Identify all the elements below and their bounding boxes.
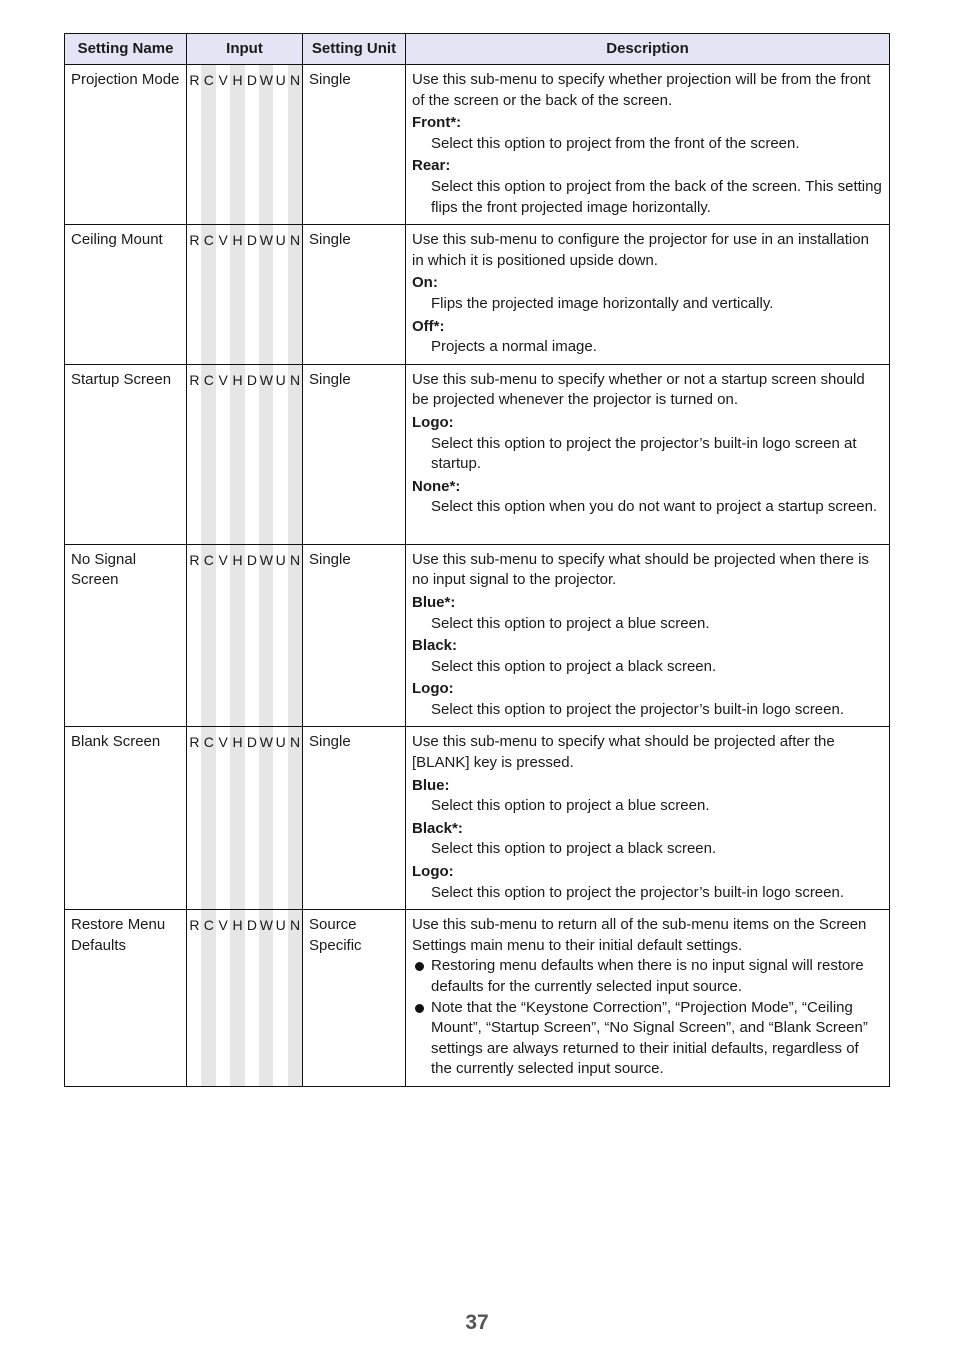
option-label: None*: <box>412 477 461 495</box>
header-description: Description <box>406 34 890 65</box>
input-letter: N <box>288 225 302 364</box>
input-cell <box>187 225 303 365</box>
input-letter: D <box>245 727 259 909</box>
input-letter: V <box>216 225 230 364</box>
description-intro: Use this sub-menu to return all of the sub-menu items on the Screen Settings main menu to their initial default settings. <box>412 916 867 954</box>
setting-unit-cell: Source Specific <box>303 910 406 1087</box>
input-letter: C <box>201 65 215 224</box>
input-letter: V <box>216 727 230 909</box>
input-letter: D <box>245 365 259 544</box>
setting-unit-cell: Single <box>303 65 406 225</box>
input-letter: C <box>201 545 215 727</box>
option-label: Blue*: <box>412 593 456 611</box>
input-letter: V <box>216 545 230 727</box>
setting-name-cell: Blank Screen <box>65 727 187 910</box>
setting-unit-cell: Single <box>303 544 406 727</box>
option-label: Front*: <box>412 114 462 132</box>
input-letter: C <box>201 727 215 909</box>
input-letter: D <box>245 545 259 727</box>
option-description: Select this option to project from the front of the screen. <box>431 134 800 152</box>
input-letter: W <box>259 65 273 224</box>
input-letter: U <box>273 727 287 909</box>
input-letter-columns <box>187 545 302 727</box>
input-letter: R <box>187 365 201 544</box>
option-description: Select this option to project a blue screen. <box>431 614 710 632</box>
input-letter: V <box>216 65 230 224</box>
input-letter: R <box>187 65 201 224</box>
input-letter: W <box>259 545 273 727</box>
input-letter: N <box>288 365 302 544</box>
option-label: On: <box>412 274 438 292</box>
option-description: Select this option when you do not want to project a startup screen. <box>431 498 878 516</box>
description-intro: Use this sub-menu to specify what should be projected after the [BLANK] key is pressed. <box>412 733 835 772</box>
input-letter: R <box>187 545 201 727</box>
description-intro: Use this sub-menu to specify whether projection will be from the front of the screen or the back of the screen. <box>412 71 871 109</box>
option-label: Logo: <box>412 413 454 431</box>
option-description: Select this option to project the projector’s built-in logo screen. <box>431 883 845 901</box>
input-letter: R <box>187 225 201 364</box>
table-header-row <box>65 34 890 65</box>
setting-name-cell: Projection Mode <box>65 65 187 225</box>
setting-unit-cell: Single <box>303 727 406 910</box>
setting-name-cell: Ceiling Mount <box>65 225 187 365</box>
input-letter-columns <box>187 225 302 364</box>
input-cell <box>187 364 303 544</box>
input-letter: D <box>245 65 259 224</box>
input-letter: R <box>187 910 201 1086</box>
option-description: Select this option to project from the back of the screen. This setting flips the front projected image horizontally. <box>431 177 882 216</box>
option-label: Black*: <box>412 819 463 837</box>
option-label: Logo: <box>412 680 454 698</box>
setting-unit-cell: Single <box>303 364 406 544</box>
option-description: Select this option to project a blue screen. <box>431 797 710 815</box>
input-letter: W <box>259 910 273 1086</box>
option-description: Select this option to project the projector’s built-in logo screen. <box>431 700 845 718</box>
input-letter: U <box>273 365 287 544</box>
input-letter: N <box>288 910 302 1086</box>
settings-table <box>64 33 890 1087</box>
input-letter: C <box>201 910 215 1086</box>
description-cell <box>406 727 890 910</box>
option-description: Projects a normal image. <box>431 338 597 356</box>
option-label: Black: <box>412 637 458 655</box>
setting-unit-cell: Single <box>303 225 406 365</box>
table-row <box>65 544 890 727</box>
input-letter: C <box>201 365 215 544</box>
input-letter: D <box>245 910 259 1086</box>
input-letter-columns <box>187 727 302 909</box>
table-row <box>65 727 890 910</box>
input-letter: H <box>230 365 244 544</box>
input-letter: V <box>216 910 230 1086</box>
description-cell <box>406 65 890 225</box>
input-letter: H <box>230 727 244 909</box>
input-letter: U <box>273 910 287 1086</box>
input-letter: W <box>259 225 273 364</box>
option-description: Select this option to project a black screen. <box>431 657 717 675</box>
option-label: Blue: <box>412 776 450 794</box>
input-letter: N <box>288 727 302 909</box>
table-row <box>65 225 890 365</box>
header-input: Input <box>187 34 303 65</box>
description-intro: Use this sub-menu to specify what should be projected when there is no input signal to the projector. <box>412 550 869 589</box>
table-body <box>65 65 890 1087</box>
header-setting-unit: Setting Unit <box>303 34 406 65</box>
input-cell <box>187 910 303 1087</box>
header-setting-name: Setting Name <box>65 34 187 65</box>
bullet-item: Restoring menu defaults when there is no input signal will restore defaults for the currently selected input source. <box>412 956 883 997</box>
input-letter: H <box>230 225 244 364</box>
description-cell <box>406 225 890 365</box>
input-letter: D <box>245 225 259 364</box>
description-cell <box>406 364 890 544</box>
input-letter: R <box>187 727 201 909</box>
input-letter: H <box>230 65 244 224</box>
input-letter: N <box>288 65 302 224</box>
input-cell <box>187 727 303 910</box>
page-number: 37 <box>465 1311 489 1334</box>
input-letter-columns <box>187 910 302 1086</box>
option-label: Logo: <box>412 863 454 881</box>
input-letter: W <box>259 365 273 544</box>
bullet-item: Note that the “Keystone Correction”, “Projection Mode”, “Ceiling Mount”, “Startup Screen”, “No Signal Screen”, and “Blank Screen” settings are always returned to their initial defaults, regardless of the currently selected input source. <box>412 998 883 1080</box>
description-cell <box>406 544 890 727</box>
description-intro: Use this sub-menu to specify whether or not a startup screen should be projected whenever the projector is turned on. <box>412 370 865 409</box>
input-letter: H <box>230 910 244 1086</box>
input-letter: U <box>273 225 287 364</box>
table-row <box>65 364 890 544</box>
setting-name-cell: Startup Screen <box>65 364 187 544</box>
input-letter: N <box>288 545 302 727</box>
input-cell <box>187 544 303 727</box>
setting-name-cell: Restore Menu Defaults <box>65 910 187 1087</box>
input-cell <box>187 65 303 225</box>
input-letter: W <box>259 727 273 909</box>
description-cell <box>406 910 890 1087</box>
option-description: Select this option to project the projector’s built-in logo screen at startup. <box>431 434 857 473</box>
option-description: Select this option to project a black screen. <box>431 840 717 858</box>
input-letter-columns <box>187 65 302 224</box>
table-row <box>65 910 890 1087</box>
description-intro: Use this sub-menu to configure the projector for use in an installation in which it is positioned upside down. <box>412 231 869 269</box>
option-label: Rear: <box>412 157 451 175</box>
option-label: Off*: <box>412 317 445 335</box>
input-letter: U <box>273 545 287 727</box>
input-letter: H <box>230 545 244 727</box>
option-description: Flips the projected image horizontally and vertically. <box>431 294 774 312</box>
table-row <box>65 65 890 225</box>
input-letter: V <box>216 365 230 544</box>
input-letter-columns <box>187 365 302 544</box>
input-letter: U <box>273 65 287 224</box>
setting-name-cell: No Signal Screen <box>65 544 187 727</box>
input-letter: C <box>201 225 215 364</box>
